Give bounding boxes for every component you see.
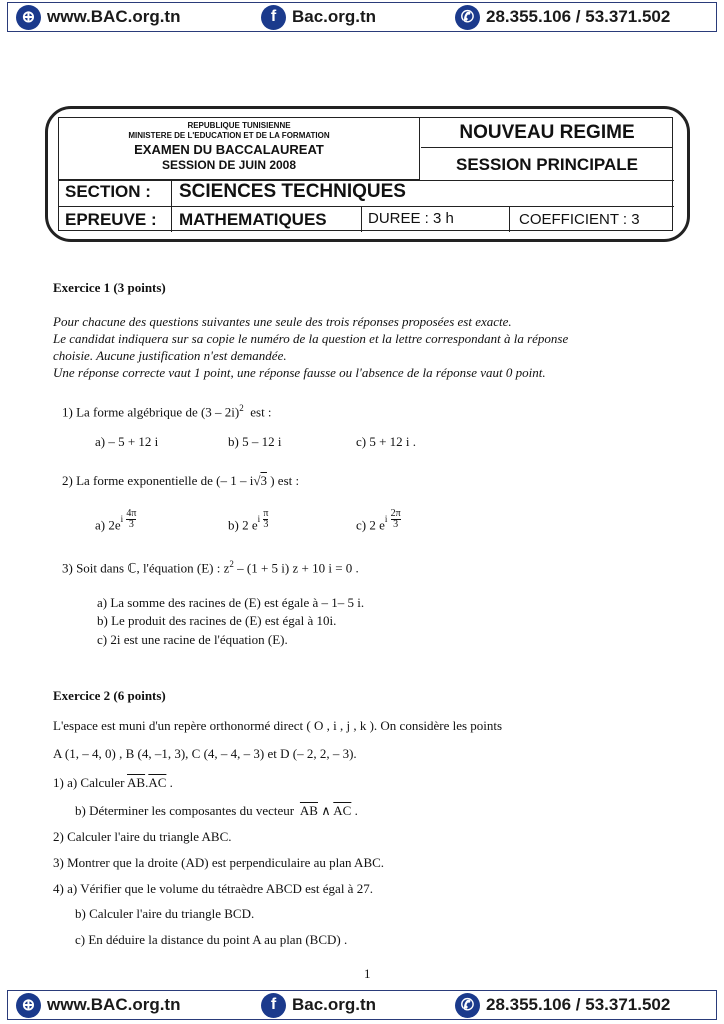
- ex2-question-1b: b) Déterminer les composantes du vecteur $\overline{AB}$ ∧ $\overline{AC}$ .: [75, 803, 358, 818]
- ex1-intro-line4: Une réponse correcte vaut 1 point, une réponse fausse ou l'absence de la réponse vaut 0 point.: [53, 365, 546, 380]
- section-label: SECTION :: [65, 182, 151, 201]
- session-label: SESSION DE JUIN 2008: [161, 158, 297, 172]
- phone-link[interactable]: ✆ 28.355.106 / 53.371.502: [455, 991, 670, 1019]
- facebook-icon: f: [261, 993, 286, 1018]
- top-banner: [7, 2, 717, 32]
- ex2-question-2: 2) Calculer l'aire du triangle ABC.: [53, 829, 232, 844]
- ex2-points-line: A (1, – 4, 0) , B (4, –1, 3), C (4, – 4, – 3) et D (– 2, 2, – 3).: [53, 746, 357, 761]
- phone-icon: ✆: [455, 993, 480, 1018]
- globe-icon: ⊕: [16, 5, 41, 30]
- section-value: SCIENCES TECHNIQUES: [179, 181, 406, 202]
- ex1-question-2: 2) La forme exponentielle de (– 1 – i√3 ) est :: [62, 473, 300, 488]
- coefficient-label: COEFFICIENT : 3: [519, 211, 640, 228]
- phone-icon: ✆: [455, 5, 480, 30]
- ex1-intro-line3: choisie. Aucune justification n'est demandée.: [53, 348, 287, 363]
- ex1-intro-line2: Le candidat indiquera sur sa copie le numéro de la question et la lettre correspondant à la réponse: [53, 331, 569, 346]
- session-type-label: SESSION PRINCIPALE: [456, 155, 638, 174]
- phone-link[interactable]: ✆ 28.355.106 / 53.371.502: [455, 3, 670, 31]
- ex2-question-1a: 1) a) Calculer $\overline{AB}.\overline{AC}$ .: [53, 775, 173, 790]
- facebook-link[interactable]: f Bac.org.tn: [261, 3, 376, 31]
- bottom-banner: [7, 990, 717, 1020]
- ex1-q3-answer-c: c) 2i est une racine de l'équation (E).: [97, 632, 288, 647]
- ex2-question-4c: c) En déduire la distance du point A au plan (BCD) .: [75, 932, 348, 947]
- exam-label: EXAMEN DU BACCALAUREAT: [134, 142, 324, 157]
- exam-header: [45, 106, 690, 242]
- facebook-icon: f: [261, 5, 286, 30]
- epreuve-label: EPREUVE :: [65, 210, 157, 229]
- globe-icon: ⊕: [16, 993, 41, 1018]
- exercise-2-title: Exercice 2 (6 points): [53, 688, 166, 703]
- exercise-1-title: Exercice 1 (3 points): [53, 280, 166, 295]
- ex2-intro-line1: L'espace est muni d'un repère orthonormé direct ( O , i , j , k ). On considère les points: [53, 718, 503, 733]
- duree-label: DUREE : 3 h: [368, 210, 454, 227]
- ex1-q1-answer-c: c) 5 + 12 i .: [356, 434, 417, 449]
- epreuve-value: MATHEMATIQUES: [179, 210, 327, 229]
- ex1-q1-answer-a: a) – 5 + 12 i: [95, 434, 159, 449]
- regime-label: NOUVEAU REGIME: [459, 122, 635, 143]
- republic-label: REPUBLIQUE TUNISIENNE: [187, 121, 291, 130]
- ex1-q3-answer-a: a) La somme des racines de (E) est égale à – 1– 5 i.: [97, 595, 365, 610]
- ex1-intro-line1: Pour chacune des questions suivantes une seule des trois réponses proposées est exacte.: [53, 314, 512, 329]
- ex2-question-4b: b) Calculer l'aire du triangle BCD.: [75, 906, 255, 921]
- ex1-q2-answer-c: c) 2 $e^{i \frac{2\pi}{3}}$: [356, 508, 401, 533]
- ex1-q2-answer-b: b) 2 $e^{i \frac{\pi}{3}}$: [228, 508, 269, 533]
- ex2-question-3: 3) Montrer que la droite (AD) est perpendiculaire au plan ABC.: [53, 855, 385, 870]
- website-link[interactable]: ⊕ www.BAC.org.tn: [16, 3, 180, 31]
- ex1-q3-answer-b: b) Le produit des racines de (E) est égal à 10i.: [97, 613, 337, 628]
- ministry-label: MINISTERE DE L'EDUCATION ET DE LA FORMATION: [128, 131, 330, 140]
- ex1-q2-answer-a: a) $2e^{i \frac{4\pi}{3}}$: [95, 508, 137, 533]
- ex1-question-3: 3) Soit dans ℂ, l'équation (E) : $z^2 - (1 + 5$ i) z + 10 i = 0 .: [62, 559, 359, 576]
- website-link[interactable]: ⊕ www.BAC.org.tn: [16, 991, 180, 1019]
- page-number: 1: [364, 966, 371, 981]
- facebook-link[interactable]: f Bac.org.tn: [261, 991, 376, 1019]
- sqrt-symbol: √: [253, 473, 261, 488]
- ex2-question-4a: 4) a) Vérifier que le volume du tétraèdre ABCD est égal à 27.: [53, 881, 373, 896]
- ex1-q1-answer-b: b) 5 – 12 i: [228, 434, 282, 449]
- ex1-question-1: 1) La forme algébrique de (3 – 2i)$^2$ est :: [62, 403, 272, 420]
